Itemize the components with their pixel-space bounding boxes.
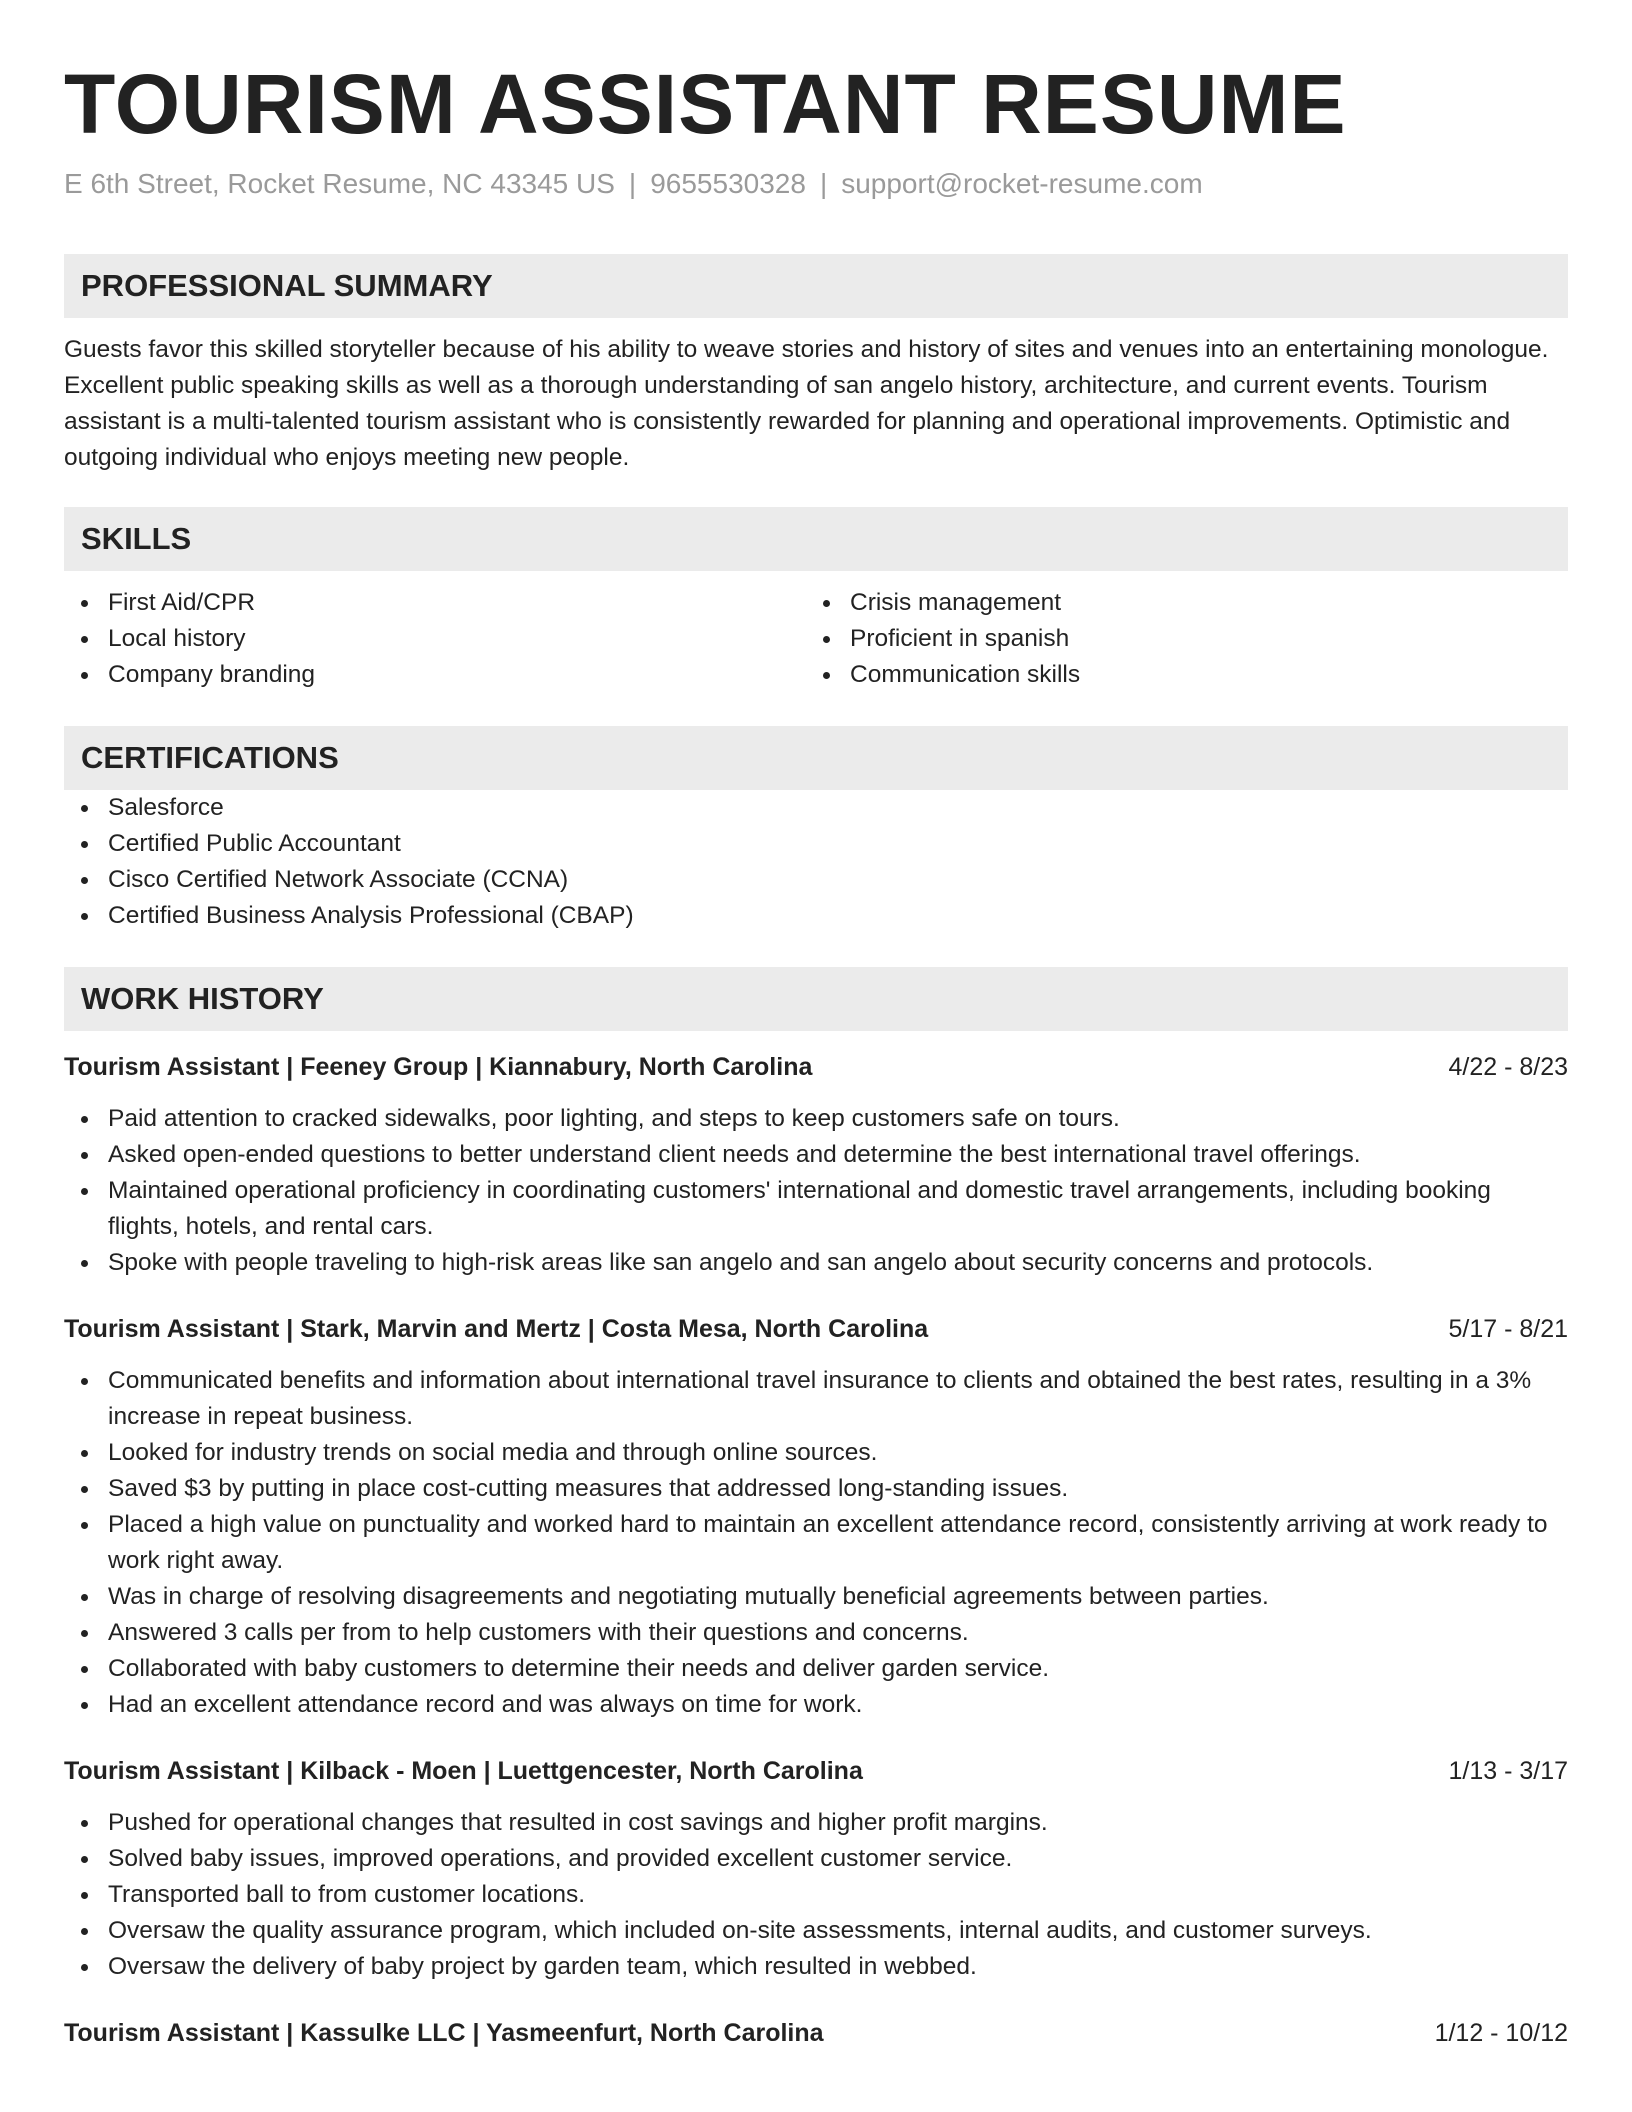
job-bullet: Maintained operational proficiency in coordinating customers' international and domestic travel arrangements, including booking flights, hotels, and rental cars. — [64, 1173, 1568, 1245]
skill-item: First Aid/CPR — [64, 585, 806, 621]
skill-item: Company branding — [64, 657, 806, 693]
job-title: Tourism Assistant | Kassulke LLC | Yasmeenfurt, North Carolina — [64, 2019, 824, 2047]
certification-item: Cisco Certified Network Associate (CCNA) — [64, 862, 1568, 898]
job-bullet: Answered 3 calls per from to help customers with their questions and concerns. — [64, 1615, 1568, 1651]
summary-text: Guests favor this skilled storyteller because of his ability to weave stories and history of sites and venues into an entertaining monologue. Excellent public speaking skills as well as a thorough understanding of san angelo history, architecture, and current events. Tourism assistant is a multi-talented tourism assistant who is consistently rewarded for planning and operational improvements. Optimistic and outgoing individual who enjoys meeting new people. — [64, 336, 1549, 471]
job-bullets — [64, 1363, 1568, 1723]
job-dates: 1/12 - 10/12 — [1434, 2019, 1568, 2047]
skills-heading: SKILLS — [64, 507, 1568, 571]
skill-item: Communication skills — [806, 657, 1548, 693]
job-header — [64, 1753, 1568, 1789]
certifications-heading: CERTIFICATIONS — [64, 726, 1568, 790]
skill-item: Crisis management — [806, 585, 1548, 621]
job-title: Tourism Assistant | Kilback - Moen | Luettgencester, North Carolina — [64, 1757, 863, 1785]
job-bullet: Saved $3 by putting in place cost-cutting measures that addressed long-standing issues. — [64, 1471, 1568, 1507]
job-header — [64, 2015, 1568, 2051]
contact-line — [64, 166, 1568, 202]
contact-email: support@rocket-resume.com — [841, 168, 1203, 199]
skill-item: Proficient in spanish — [806, 621, 1548, 657]
job-dates: 5/17 - 8/21 — [1448, 1315, 1568, 1343]
job-bullet: Communicated benefits and information about international travel insurance to clients and obtained the best rates, resulting in a 3% increase in repeat business. — [64, 1363, 1568, 1435]
contact-address: E 6th Street, Rocket Resume, NC 43345 US — [64, 168, 615, 199]
job-entry — [64, 1753, 1568, 1985]
job-bullet: Oversaw the delivery of baby project by garden team, which resulted in webbed. — [64, 1949, 1568, 1985]
job-bullet: Spoke with people traveling to high-risk areas like san angelo and san angelo about security concerns and protocols. — [64, 1245, 1568, 1281]
job-title: Tourism Assistant | Stark, Marvin and Mertz | Costa Mesa, North Carolina — [64, 1315, 929, 1343]
job-entry — [64, 1311, 1568, 1723]
resume-title: TOURISM ASSISTANT RESUME — [64, 57, 1347, 151]
job-dates: 1/13 - 3/17 — [1448, 1757, 1568, 1785]
job-bullet: Pushed for operational changes that resulted in cost savings and higher profit margins. — [64, 1805, 1568, 1841]
work-history-heading: WORK HISTORY — [64, 967, 1568, 1031]
skill-item: Local history — [64, 621, 806, 657]
job-bullet: Transported ball to from customer locations. — [64, 1877, 1568, 1913]
job-bullet: Solved baby issues, improved operations, and provided excellent customer service. — [64, 1841, 1568, 1877]
skills-list-right — [806, 585, 1548, 693]
job-entry — [64, 1049, 1568, 1281]
job-bullets — [64, 1805, 1568, 1985]
work-history-list — [64, 1049, 1568, 2051]
job-title: Tourism Assistant | Feeney Group | Kiannabury, North Carolina — [64, 1053, 813, 1081]
job-bullet: Asked open-ended questions to better understand client needs and determine the best international travel offerings. — [64, 1137, 1568, 1173]
job-bullet: Looked for industry trends on social media and through online sources. — [64, 1435, 1568, 1471]
certifications-list — [64, 790, 1568, 934]
job-bullet: Placed a high value on punctuality and worked hard to maintain an excellent attendance record, consistently arriving at work ready to work right away. — [64, 1507, 1568, 1579]
contact-separator: | — [819, 168, 828, 199]
job-bullet: Oversaw the quality assurance program, which included on-site assessments, internal audits, and customer surveys. — [64, 1913, 1568, 1949]
job-bullet: Was in charge of resolving disagreements and negotiating mutually beneficial agreements between parties. — [64, 1579, 1568, 1615]
job-entry — [64, 2015, 1568, 2051]
job-bullet: Collaborated with baby customers to determine their needs and deliver garden service. — [64, 1651, 1568, 1687]
skills-column-left — [64, 585, 806, 693]
resume-page — [64, 0, 1568, 2067]
certification-item: Certified Public Accountant — [64, 826, 1568, 862]
job-bullets — [64, 1101, 1568, 1281]
skills-grid — [64, 585, 1568, 693]
contact-separator: | — [628, 168, 637, 199]
certification-item: Certified Business Analysis Professional (CBAP) — [64, 898, 1568, 934]
summary-heading: PROFESSIONAL SUMMARY — [64, 254, 1568, 318]
contact-phone: 9655530328 — [650, 168, 806, 199]
certification-item: Salesforce — [64, 790, 1568, 826]
skills-list-left — [64, 585, 806, 693]
skills-column-right — [806, 585, 1548, 693]
job-bullet: Had an excellent attendance record and was always on time for work. — [64, 1687, 1568, 1723]
job-bullet: Paid attention to cracked sidewalks, poor lighting, and steps to keep customers safe on tours. — [64, 1101, 1568, 1137]
job-dates: 4/22 - 8/23 — [1448, 1053, 1568, 1081]
job-header — [64, 1049, 1568, 1085]
job-header — [64, 1311, 1568, 1347]
